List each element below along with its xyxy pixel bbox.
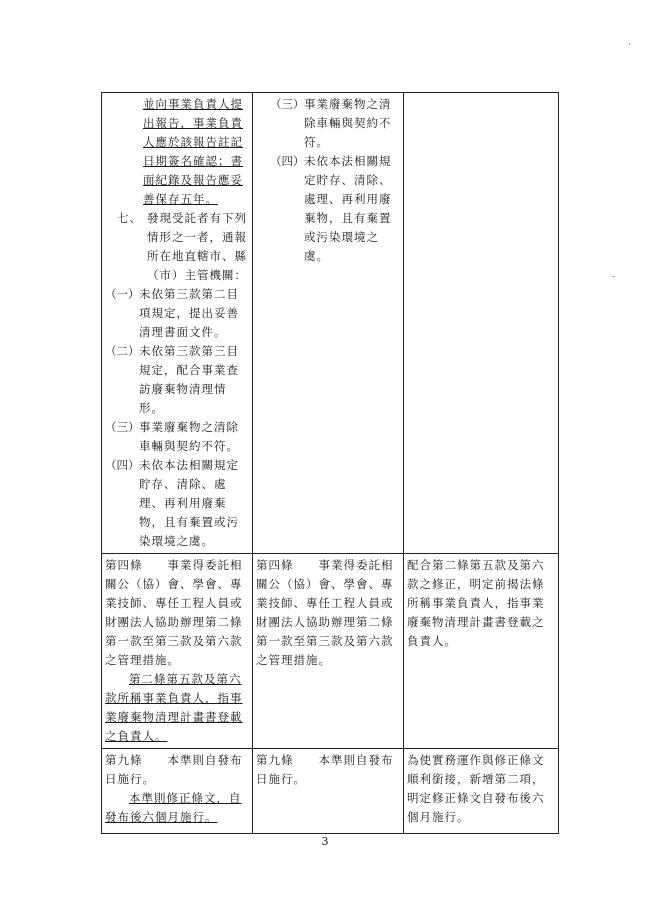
scan-speck: · (628, 40, 631, 50)
article-paragraph (256, 556, 400, 670)
sub-item (105, 456, 249, 551)
table-row (102, 93, 559, 554)
article-paragraph (105, 751, 249, 789)
article-text: 事業得委託相關公（協）會、學會、專業技師、專任工程人員或財團法人協助辦理第二條第一款至第三款及第六款之管理措施。 (256, 558, 394, 667)
sub-item-number: （三） (270, 97, 305, 111)
sub-item-number: （四） (105, 458, 140, 472)
sub-item (256, 152, 400, 266)
scan-speck: - (612, 272, 616, 282)
amended-column-cell (102, 554, 253, 749)
article-heading: 第四條 (105, 558, 143, 572)
continued-text: 並向事業負責人提出報告，事業負責人應於該報告註記日期簽名確認；書面紀錄及報告應妥善保存五年。 (143, 97, 243, 206)
current-column-cell (253, 749, 404, 834)
sub-item-text: 事業廢棄物之清除車輛與契約不符。 (304, 97, 392, 149)
amended-column-cell (102, 93, 253, 554)
article-paragraph (105, 556, 249, 670)
item-number: 七、 (117, 211, 142, 225)
table-row (102, 554, 559, 749)
sub-item-text: 未依第三款第二目項規定，提出妥善清理書面文件。 (139, 287, 239, 339)
article-heading: 第九條 (105, 753, 143, 767)
item-text: 發現受託者有下列情形之一者，通報所在地直轄市、縣（市）主管機關： (147, 211, 247, 282)
table-row (102, 749, 559, 834)
current-column-cell (253, 93, 404, 554)
page-number: 3 (321, 835, 329, 848)
article-paragraph-amended: 本準則修正條文，自發布後六個月施行。 (105, 791, 242, 824)
article-text: 本準則自發布日施行。 (256, 753, 394, 786)
sub-item-number: （四） (270, 154, 305, 168)
article-text: 本準則自發布日施行。 (105, 753, 243, 786)
sub-item-number: （二） (105, 344, 140, 358)
current-column-cell (253, 554, 404, 749)
sub-item-number: （三） (105, 420, 140, 434)
article-heading: 第九條 (256, 753, 294, 767)
explanation-text: 為使實務運作與修正條文順利銜接，新增第二項，明定修正條文自發布後六個月施行。 (407, 753, 545, 824)
list-item (105, 209, 249, 285)
sub-item-text: 事業廢棄物之清除車輛與契約不符。 (139, 420, 239, 453)
sub-item (105, 285, 249, 342)
explanation-column-cell (404, 749, 559, 834)
sub-item (105, 418, 249, 456)
article-paragraph (256, 751, 400, 789)
sub-item-text: 未依本法相關規定貯存、清除、處理、再利用廢棄物，且有棄置或污染環境之虞。 (139, 458, 239, 548)
sub-item-text: 未依第三款第三目規定，配合事業查訪廢棄物清理情形。 (139, 344, 239, 415)
sub-item-number: （一） (105, 287, 140, 301)
explanation-text: 配合第二條第五款及第六款之修正，明定前揭法條所稱事業負責人，指事業廢棄物清理計畫書登載之負責人。 (407, 558, 545, 648)
sub-item (105, 342, 249, 418)
explanation-column-cell (404, 554, 559, 749)
article-paragraph-amended: 第二條第五款及第六款所稱事業負責人，指事業廢棄物清理計畫書登載之負責人。 (105, 672, 243, 743)
explanation-column-cell (404, 93, 559, 554)
comparison-table (101, 92, 559, 834)
amended-column-cell (102, 749, 253, 834)
sub-item (256, 95, 400, 152)
article-heading: 第四條 (256, 558, 294, 572)
article-text: 事業得委託相關公（協）會、學會、專業技師、專任工程人員或財團法人協助辦理第二條第一款至第三款及第六款之管理措施。 (105, 558, 243, 667)
sub-item-text: 未依本法相關規定貯存、清除、處理、再利用廢棄物，且有棄置或污染環境之虞。 (304, 154, 392, 263)
